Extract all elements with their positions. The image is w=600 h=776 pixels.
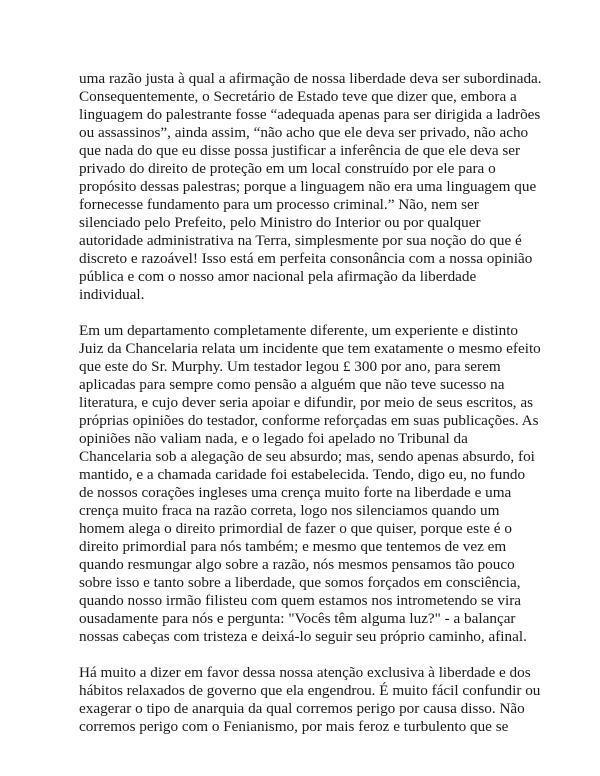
text-line: que este do Sr. Murphy. Um testador legou £ 300 por ano, para serem <box>79 358 501 375</box>
text-line: privado do direito de proteção em um local construído por ele para o <box>79 160 496 177</box>
text-line: quando resmungar algo sobre a razão, nós mesmos pensamos tão pouco <box>79 556 515 573</box>
text-line: autoridade administrativa na Terra, simplesmente por sua noção do que é <box>79 232 522 249</box>
text-line: crença muito fraca na razão correta, logo nos silenciamos quando um <box>79 502 500 519</box>
text-line: ousadamente para nós e pergunta: "Vocês têm alguma luz?" - a balançar <box>79 610 516 627</box>
text-line: exagerar o tipo de anarquia da qual corremos perigo por causa disso. Não <box>79 700 525 717</box>
text-line: propósito dessas palestras; porque a linguagem não era uma linguagem que <box>79 178 537 195</box>
text-line: Há muito a dizer em favor dessa nossa atenção exclusiva à liberdade e dos <box>79 664 531 681</box>
text-line: que nada do que eu disse possa justificar a inferência de que ele deva ser <box>79 142 521 159</box>
text-line: linguagem do palestrante fosse “adequada apenas para ser dirigida a ladrões <box>79 106 541 123</box>
text-line: sobre isso e tanto sobre a liberdade, que somos forçados em consciência, <box>79 574 521 591</box>
text-line: uma razão justa à qual a afirmação de nossa liberdade deva ser subordinada. <box>79 70 542 87</box>
text-line: aplicadas para sempre como pensão a alguém que não teve sucesso na <box>79 376 505 393</box>
text-line: Chancelaria sob a alegação de seu absurdo; mas, sendo apenas absurdo, foi <box>79 448 535 465</box>
text-line: individual. <box>79 286 145 303</box>
text-line: discreto e razoável! Isso está em perfeita consonância com a nossa opinião <box>79 250 533 267</box>
text-line: homem alega o direito primordial de fazer o que quiser, porque este é o <box>79 520 512 537</box>
text-line: literatura, e cujo dever seria apoiar e difundir, por meio de seus escritos, as <box>79 394 534 411</box>
body-text <box>79 70 549 754</box>
text-line: pública e com o nosso amor nacional pela afirmação da liberdade <box>79 268 477 285</box>
text-line: quando nosso irmão filisteu com quem estamos nos intrometendo se vira <box>79 592 522 609</box>
text-line: silenciado pelo Prefeito, pelo Ministro do Interior ou por qualquer <box>79 214 481 231</box>
text-line: opiniões não valiam nada, e o legado foi apelado no Tribunal da <box>79 430 468 447</box>
paragraph-3 <box>79 664 549 736</box>
paragraph-1 <box>79 70 549 304</box>
text-line: hábitos relaxados de governo que ela engendrou. É muito fácil confundir ou <box>79 682 541 699</box>
text-line: mantido, e a chamada caridade foi estabelecida. Tendo, digo eu, no fundo <box>79 466 526 483</box>
text-line: próprias opiniões do testador, conforme reforçadas em suas publicações. As <box>79 412 539 429</box>
text-line: nossas cabeças com tristeza e deixá-lo seguir seu próprio caminho, afinal. <box>79 628 527 645</box>
text-line: corremos perigo com o Fenianismo, por mais feroz e turbulento que se <box>79 718 509 735</box>
text-line: Consequentemente, o Secretário de Estado teve que dizer que, embora a <box>79 88 517 105</box>
text-line: Em um departamento completamente diferente, um experiente e distinto <box>79 322 519 339</box>
text-line: de nossos corações ingleses uma crença muito forte na liberdade e uma <box>79 484 512 501</box>
text-line: fornecesse fundamento para um processo criminal.” Não, nem ser <box>79 196 479 213</box>
text-line: Juiz da Chancelaria relata um incidente que tem exatamente o mesmo efeito <box>79 340 541 357</box>
text-line: direito primordial para nós também; e mesmo que tentemos de vez em <box>79 538 507 555</box>
text-line: ou assassinos”, ainda assim, “não acho que ele deva ser privado, não acho <box>79 124 529 141</box>
paragraph-2 <box>79 322 549 646</box>
